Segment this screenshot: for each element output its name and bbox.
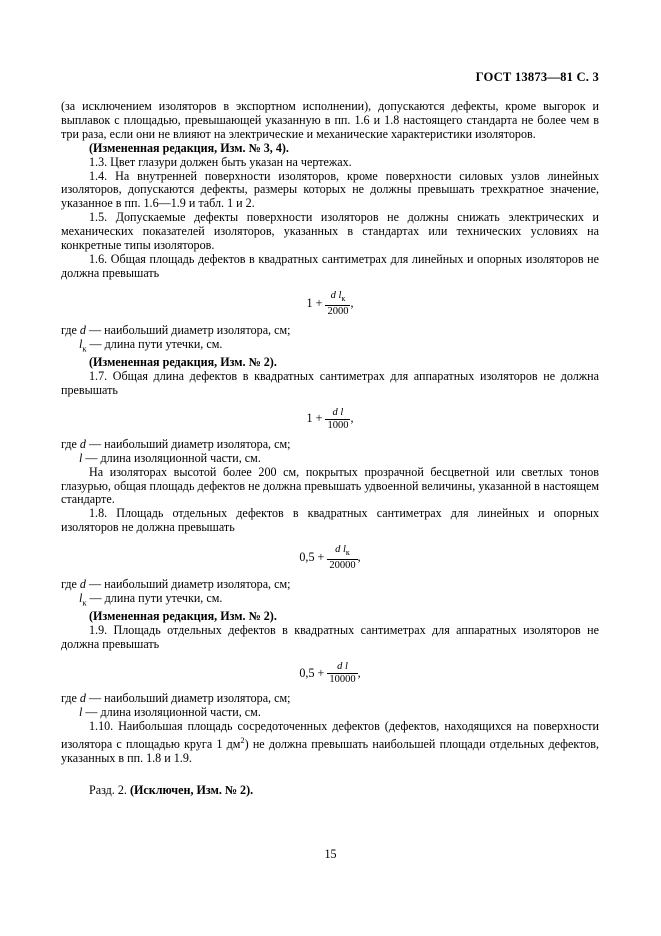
formula-3 bbox=[61, 544, 599, 572]
formula-fraction bbox=[327, 661, 357, 686]
formula-4 bbox=[61, 661, 599, 686]
formula-tail: , bbox=[350, 411, 354, 426]
where-line: где d — наибольший диаметр изолятора, см; bbox=[61, 322, 291, 337]
where-line: где d — наибольший диаметр изолятора, см; bbox=[61, 436, 291, 451]
where-line: l — длина изоляционной части, см. bbox=[79, 705, 261, 720]
fraction-numerator: d $l_к$ bbox=[330, 289, 346, 303]
where-line: где d — наибольший диаметр изолятора, см; bbox=[61, 691, 291, 706]
fraction-denominator: 2000 bbox=[327, 305, 349, 317]
formula-fraction bbox=[327, 544, 357, 572]
clause-1-10: 1.10. Наибольшая площадь сосредоточенных дефектов (дефектов, находящихся на поверхности изолятора с площадью круга 1 $дм^2$) не должна превышать наибольшей площади отдельных дефектов, указанных в пп. 1.8 и 1.9. bbox=[61, 719, 599, 765]
fraction-numerator: d $l_к$ bbox=[335, 544, 350, 558]
formula-fraction bbox=[325, 407, 350, 432]
formula-2 bbox=[61, 407, 599, 432]
clause-1-7: 1.7. Общая длина дефектов в квадратных сантиметрах для аппаратных изоляторов не должна превышать bbox=[61, 369, 599, 397]
formula-fraction bbox=[325, 290, 350, 318]
clause-1-3: 1.3. Цвет глазури должен быть указан на чертежах. bbox=[89, 154, 352, 169]
page-header: ГОСТ 13873—81 С. 3 bbox=[475, 70, 599, 84]
fraction-denominator: 10000 bbox=[329, 674, 356, 686]
edition-note: (Измененная редакция, Изм. № 3, 4). bbox=[89, 140, 289, 155]
fraction-denominator: 1000 bbox=[327, 419, 349, 431]
page-number: 15 bbox=[324, 847, 337, 861]
formula-lead: 1 + bbox=[306, 295, 323, 310]
fraction-denominator: 20000 bbox=[329, 560, 356, 572]
where-line: где d — наибольший диаметр изолятора, см; bbox=[61, 577, 291, 592]
formula-1 bbox=[61, 290, 599, 318]
where-line: $l_к$ — длина пути утечки, см. bbox=[79, 591, 223, 608]
fraction-numerator: d l bbox=[337, 661, 348, 673]
fraction-numerator: d l bbox=[332, 406, 344, 418]
clause-1-7-note: На изоляторах высотой более 200 см, покрытых прозрачной бесцветной или светлых тонов глазурью, общая площадь дефектов не должна превышать удвоенной величины, указанной в настоящем стандарте. bbox=[61, 464, 599, 507]
formula-tail: , bbox=[357, 665, 361, 680]
clause-1-4: 1.4. На внутренней поверхности изоляторов, кроме поверхности силовых узлов линейных изоляторов, допускаются дефекты, размеры которых не должны превышать трехкратное значение, указанное в пп. 1.6—1.9 и табл. 1 и 2. bbox=[61, 168, 599, 211]
formula-tail: , bbox=[350, 295, 354, 310]
paragraph-intro: (за исключением изоляторов в экспортном исполнении), допускаются дефекты, кроме выгорок и выплавок с площадью, превышающей указанную в пп. 1.6 и 1.8 настоящего стандарта не более чем в три раза, если они не влияют на электрические и механические характеристики изоляторов. bbox=[61, 99, 599, 141]
edition-note: (Измененная редакция, Изм. № 2). bbox=[89, 609, 277, 624]
clause-1-5: 1.5. Допускаемые дефекты поверхности изоляторов не должны снижать электрических и механических показателей изоляторов, указанных в стандартах или технических условиях на конкретные типы изоляторов. bbox=[61, 210, 599, 253]
clause-1-9: 1.9. Площадь отдельных дефектов в квадратных сантиметрах для аппаратных изоляторов не должна превышать bbox=[61, 623, 599, 652]
where-line: l — длина изоляционной части, см. bbox=[79, 450, 261, 465]
section-2-note: Разд. 2. (Исключен, Изм. № 2). bbox=[89, 782, 254, 797]
formula-lead: 0,5 + bbox=[299, 665, 325, 680]
clause-1-8: 1.8. Площадь отдельных дефектов в квадратных сантиметрах для линейных и опорных изоляторов не должна превышать bbox=[61, 506, 599, 535]
formula-lead: 0,5 + bbox=[299, 550, 325, 565]
formula-tail: , bbox=[357, 550, 361, 565]
clause-1-6: 1.6. Общая площадь дефектов в квадратных сантиметрах для линейных и опорных изоляторов не должна превышать bbox=[61, 251, 599, 280]
document-body bbox=[61, 100, 599, 798]
formula-lead: 1 + bbox=[306, 411, 323, 426]
where-line: $l_к$ — длина пути утечки, см. bbox=[79, 336, 223, 354]
edition-note: (Измененная редакция, Изм. № 2). bbox=[89, 355, 277, 370]
